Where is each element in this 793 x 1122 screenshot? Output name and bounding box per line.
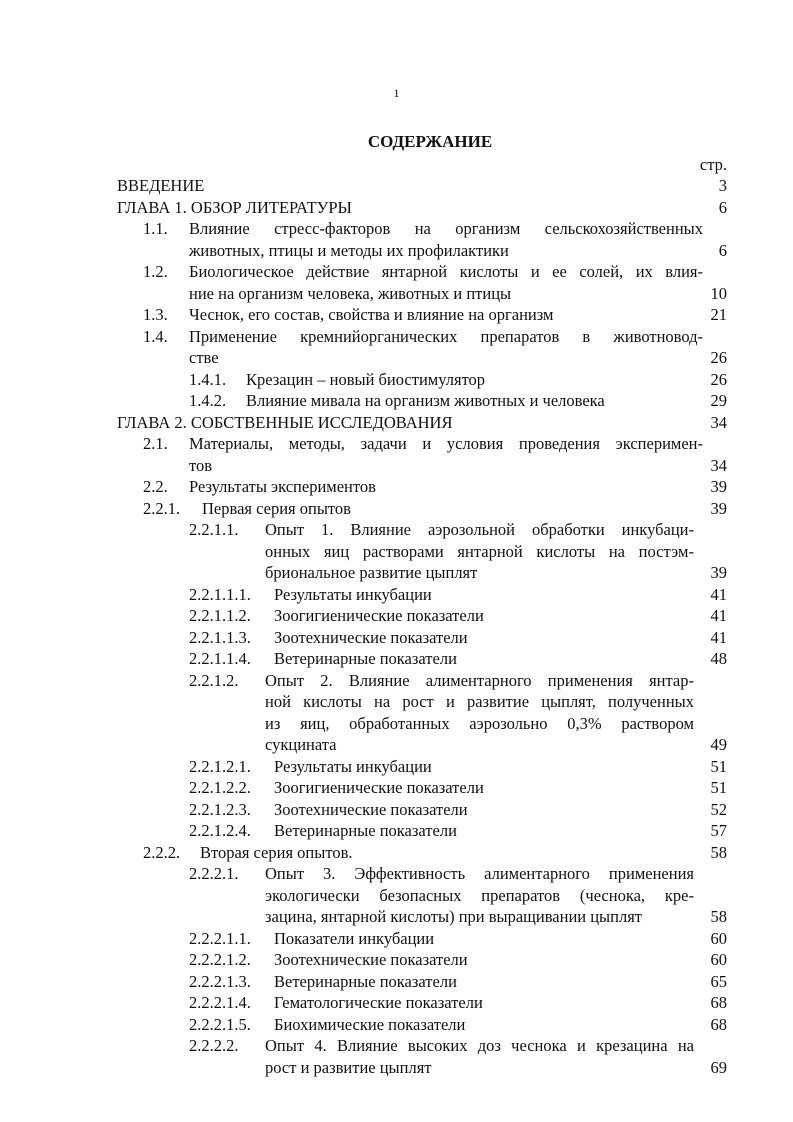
toc-entry-text: Зоогигиенические показатели	[274, 606, 484, 625]
toc-entry-page: 34	[710, 412, 727, 432]
toc-entry-page: 34	[710, 455, 727, 475]
toc-entry-text: онных яиц растворами янтарной кислоты на постэм-	[265, 541, 694, 561]
toc-entry-page: 51	[710, 778, 727, 797]
toc-entry-text: из яиц, обработанных аэрозольно 0,3% раствором	[265, 713, 694, 733]
toc-line	[0, 369, 793, 391]
toc-line	[0, 820, 793, 842]
toc-entry-number: 2.2.1.2.4.	[189, 821, 251, 840]
toc-entry-text: ной кислоты на рост и развитие цыплят, полученных	[265, 692, 694, 711]
toc-line	[0, 519, 793, 541]
toc-entry-page: 60	[710, 928, 727, 948]
toc-entry-number: 2.2.1.2.1.	[189, 756, 251, 776]
toc-entry-number: 2.2.1.	[143, 498, 181, 518]
toc-entry-text: Влияние стресс-факторов на организм сельскохозяйственных	[189, 219, 703, 238]
toc-line	[0, 304, 793, 326]
toc-line	[0, 218, 793, 240]
toc-entry-number: 2.2.1.2.2.	[189, 778, 251, 797]
toc-line	[0, 412, 793, 434]
toc-entry-text: ГЛАВА 2. СОБСТВЕННЫЕ ИССЛЕДОВАНИЯ	[117, 412, 453, 432]
toc-line	[0, 326, 793, 348]
toc-entry-page: 6	[718, 240, 727, 260]
toc-line	[0, 885, 793, 907]
toc-entry-page: 52	[710, 799, 727, 819]
toc-entry-page: 51	[710, 756, 727, 776]
toc-line	[0, 713, 793, 735]
toc-entry-text: Биологическое действие янтарной кислоты и ее солей, их влия-	[189, 262, 703, 281]
toc-entry-page: 21	[710, 305, 727, 324]
toc-entry-number: 2.2.1.1.2.	[189, 606, 251, 625]
toc-entry-number: 1.2.	[143, 262, 168, 281]
toc-line	[0, 283, 793, 305]
toc-entry-page: 6	[718, 197, 727, 217]
toc-entry-page: 29	[710, 391, 727, 410]
toc-entry-text: Результаты инкубации	[274, 584, 432, 604]
toc-line	[0, 197, 793, 219]
toc-line	[0, 627, 793, 649]
toc-entry-page: 10	[710, 283, 727, 303]
toc-entry-page: 39	[710, 563, 727, 582]
toc-line	[0, 240, 793, 262]
toc-entry-number: 2.2.2.1.3.	[189, 971, 251, 991]
toc-line	[0, 261, 793, 283]
toc-line	[0, 756, 793, 778]
toc-entry-number: 2.2.1.1.	[189, 520, 239, 539]
toc-line	[0, 799, 793, 821]
toc-entry-page: 65	[710, 971, 727, 991]
toc-entry-text: Применение кремнийорганических препаратов в животновод-	[189, 326, 703, 346]
toc-line	[0, 541, 793, 563]
toc-line	[0, 584, 793, 606]
toc-entry-page: 58	[710, 842, 727, 862]
toc-line	[0, 670, 793, 692]
toc-line	[0, 605, 793, 627]
toc-entry-text: Зоотехнические показатели	[274, 627, 468, 647]
toc-entry-page: 58	[710, 907, 727, 926]
toc-entry-text: ГЛАВА 1. ОБЗОР ЛИТЕРАТУРЫ	[117, 197, 352, 217]
toc-entry-text: Ветеринарные показатели	[274, 649, 457, 668]
toc-line	[0, 734, 793, 756]
toc-entry-number: 2.2.1.1.4.	[189, 649, 251, 668]
toc-entry-page: 26	[710, 348, 727, 367]
toc-line	[0, 992, 793, 1014]
toc-entry-page: 49	[710, 735, 727, 754]
toc-line	[0, 562, 793, 584]
toc-entry-text: Результаты экспериментов	[189, 477, 376, 496]
toc-line	[0, 842, 793, 864]
toc-entry-number: 2.2.2.2.	[189, 1036, 239, 1055]
toc-entry-text: Крезацин – новый биостимулятор	[246, 369, 486, 389]
toc-line	[0, 949, 793, 971]
toc-entry-number: 2.1.	[143, 434, 168, 453]
toc-entry-number: 1.3.	[143, 305, 168, 324]
toc-entry-text: тов	[189, 455, 213, 475]
toc-entry-number: 2.2.1.1.1.	[189, 584, 251, 604]
toc-entry-page: 60	[710, 950, 727, 969]
toc-entry-text: Биохимические показатели	[274, 1014, 466, 1034]
toc-entry-page: 26	[710, 369, 727, 389]
toc-line	[0, 390, 793, 412]
toc-entry-text: Ветеринарные показатели	[274, 971, 457, 991]
toc-entry-number: 2.2.2.1.2.	[189, 950, 251, 969]
toc-line	[0, 691, 793, 713]
toc-entry-text: Опыт 2. Влияние алиментарного применения янтар-	[265, 670, 694, 690]
toc-entry-text: рост и развитие цыплят	[265, 1057, 432, 1077]
toc-entry-text: Материалы, методы, задачи и условия проведения эксперимен-	[189, 434, 703, 453]
toc-entry-text: Зоогигиенические показатели	[274, 778, 484, 797]
toc-entry-page: 39	[710, 498, 727, 518]
toc-entry-page: 68	[710, 993, 727, 1012]
toc-entry-text: Результаты инкубации	[274, 756, 432, 776]
toc-entry-text: ние на организм человека, животных и птицы	[189, 283, 512, 303]
toc-entry-text: Показатели инкубации	[274, 928, 435, 948]
toc-entry-text: Зоотехнические показатели	[274, 799, 468, 819]
toc-line	[0, 648, 793, 670]
toc-entry-number: 1.4.2.	[189, 391, 227, 410]
toc-entry-text: Опыт 3. Эффективность алиментарного применения	[265, 864, 694, 883]
toc-entry-text: животных, птицы и методы их профилактики	[189, 240, 509, 260]
toc-entry-text: Зоотехнические показатели	[274, 950, 468, 969]
toc-entry-text: Влияние мивала на организм животных и человека	[246, 391, 605, 410]
toc-entry-text: Первая серия опытов	[202, 498, 351, 518]
toc-entry-number: 2.2.2.	[143, 842, 181, 862]
toc-entry-text: Опыт 1. Влияние аэрозольной обработки инкубаци-	[265, 520, 694, 539]
toc-entry-page: 57	[710, 821, 727, 840]
toc-line	[0, 928, 793, 950]
toc-line	[0, 1014, 793, 1036]
toc-line	[0, 476, 793, 498]
toc-entry-number: 2.2.2.1.4.	[189, 993, 251, 1012]
toc-entry-text: стве	[189, 348, 219, 367]
toc-line	[0, 347, 793, 369]
toc-line	[0, 455, 793, 477]
toc-entry-number: 2.2.2.1.5.	[189, 1014, 251, 1034]
toc-entry-page: 68	[710, 1014, 727, 1034]
toc-entry-page: 39	[710, 477, 727, 496]
toc-line	[0, 433, 793, 455]
toc-entry-page: 69	[710, 1057, 727, 1077]
toc-line	[0, 1035, 793, 1057]
toc-entry-number: 2.2.1.2.3.	[189, 799, 251, 819]
toc-line	[0, 863, 793, 885]
toc-entry-number: 2.2.1.1.3.	[189, 627, 251, 647]
toc-entry-text: сукцината	[265, 735, 337, 754]
toc-entry-page: 48	[710, 649, 727, 668]
page-number: 1	[393, 86, 400, 100]
toc-entry-number: 2.2.1.2.	[189, 670, 239, 690]
toc-entry-number: 1.1.	[143, 219, 168, 238]
toc-entry-page: 41	[710, 584, 727, 604]
toc-entry-text: ВВЕДЕНИЕ	[117, 176, 205, 195]
toc-entry-page: 3	[718, 176, 727, 195]
toc-line	[0, 777, 793, 799]
toc-entry-text: экологически безопасных препаратов (чеснока, кре-	[265, 885, 694, 905]
toc-entry-page: 41	[710, 606, 727, 625]
toc-entry-text: Опыт 4. Влияние высоких доз чеснока и крезацина на	[265, 1036, 694, 1055]
toc-entry-number: 1.4.	[143, 326, 168, 346]
toc-line	[0, 906, 793, 928]
toc-entry-page: 41	[710, 627, 727, 647]
toc-entry-text: зацина, янтарной кислоты) при выращивании цыплят	[265, 907, 643, 926]
toc-entry-text: Ветеринарные показатели	[274, 821, 457, 840]
page-column-label: стр.	[699, 155, 727, 174]
toc-entry-text: Чеснок, его состав, свойства и влияние на организм	[189, 305, 554, 324]
toc-line	[0, 1057, 793, 1079]
page-title: СОДЕРЖАНИЕ	[367, 132, 493, 151]
toc-line	[0, 498, 793, 520]
toc-entry-text: Вторая серия опытов.	[200, 842, 353, 862]
toc-entry-number: 1.4.1.	[189, 369, 227, 389]
toc-entry-text: брионaльное развитие цыплят	[265, 563, 478, 582]
toc-entry-number: 2.2.2.1.1.	[189, 928, 251, 948]
toc-entry-number: 2.2.	[143, 477, 168, 496]
toc-line	[0, 971, 793, 993]
toc-entry-number: 2.2.2.1.	[189, 864, 239, 883]
toc-entry-text: Гематологические показатели	[274, 993, 483, 1012]
toc-line	[0, 175, 793, 197]
